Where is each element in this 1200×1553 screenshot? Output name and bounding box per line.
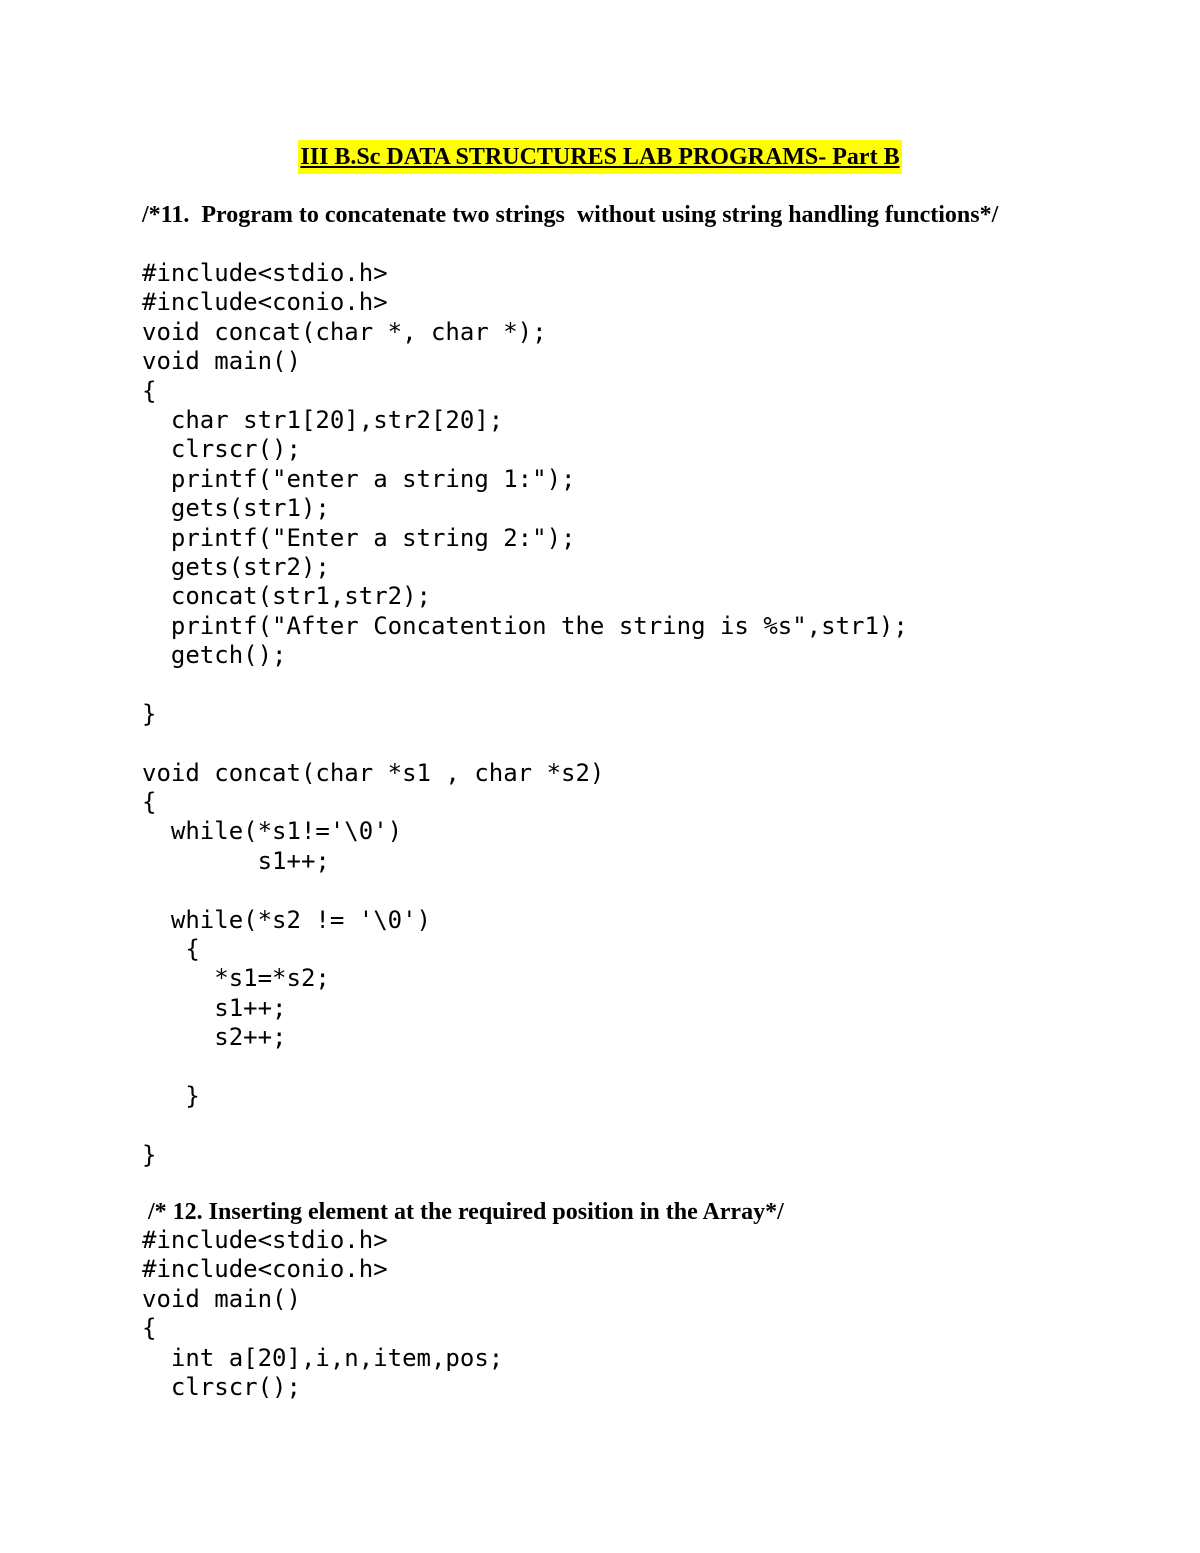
title-container [0,140,1200,174]
code-line: printf("After Concatention the string is %s",str1); [142,611,908,640]
code-line: } [142,1140,157,1169]
code-line [142,729,908,758]
code-line: gets(str2); [142,552,330,581]
code-line: } [142,699,157,728]
code-line: void concat(char *s1 , char *s2) [142,758,605,787]
code-line: while(*s1!='\0') [142,817,403,846]
code-line: void main() [142,1284,301,1313]
code-line: clrscr(); [142,1372,301,1401]
program-12-code [142,1226,503,1402]
code-line: { [142,934,200,963]
code-line: concat(str1,str2); [142,582,431,611]
code-line: #include<conio.h> [142,288,388,317]
code-line: printf("Enter a string 2:"); [142,523,576,552]
code-line: while(*s2 != '\0') [142,905,431,934]
code-line: printf("enter a string 1:"); [142,464,576,493]
code-line [142,1111,908,1140]
program-11-heading: /*11. Program to concatenate two strings without using string handling functions*/ [142,202,999,228]
code-line: s2++; [142,1023,287,1052]
code-line [142,1053,908,1082]
code-line [142,670,908,699]
code-line: s1++; [142,993,287,1022]
program-12-heading: /* 12. Inserting element at the required position in the Array*/ [142,1199,784,1225]
code-line: { [142,1314,157,1343]
code-line: clrscr(); [142,435,301,464]
code-line: gets(str1); [142,494,330,523]
code-line: #include<stdio.h> [142,1226,388,1254]
code-line: void main() [142,347,301,376]
code-line: #include<conio.h> [142,1255,388,1284]
code-line: getch(); [142,641,287,670]
code-line: #include<stdio.h> [142,259,388,287]
code-line: s1++; [142,846,330,875]
code-line [142,876,908,905]
program-11-code [142,259,908,1170]
code-line: { [142,788,157,817]
code-line: } [142,1081,200,1110]
code-line: *s1=*s2; [142,964,330,993]
document-title: III B.Sc DATA STRUCTURES LAB PROGRAMS- Part B [298,140,901,174]
code-line: int a[20],i,n,item,pos; [142,1343,504,1372]
code-line: void concat(char *, char *); [142,317,547,346]
code-line: { [142,376,157,405]
code-line: char str1[20],str2[20]; [142,405,504,434]
